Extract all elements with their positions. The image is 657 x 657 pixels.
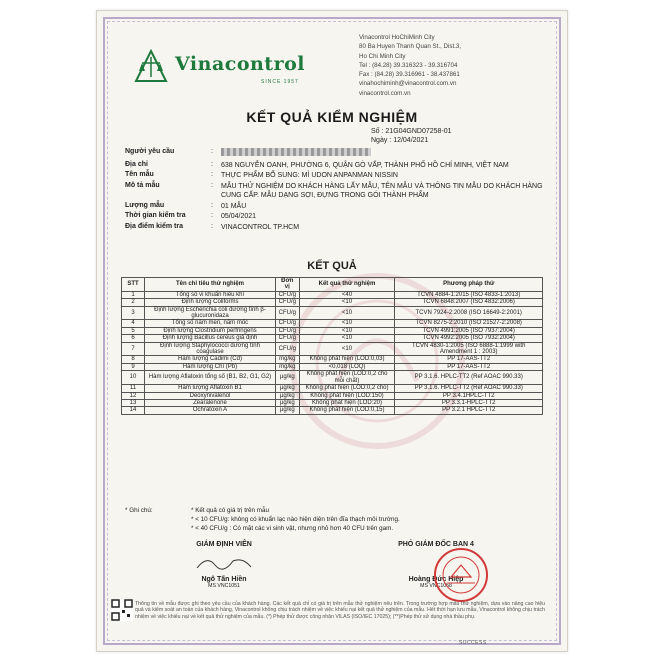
cell-name: Định lượng Coliforms (145, 299, 276, 306)
company-contact (359, 33, 559, 98)
cell-stt: 13 (122, 399, 145, 406)
cell-unit: µg/kg (275, 392, 299, 399)
cell-stt: 9 (122, 363, 145, 370)
results-title: KẾT QUẢ (307, 260, 357, 272)
note-3: * < 40 CFU/g : Có mặt các vi sinh vật, nhưng nhỏ hơn 40 CFU trên gam. (191, 525, 394, 532)
report-number: 21G04GND07258-01 (385, 128, 452, 135)
director-name: Hoàng Đức Hiệp (408, 576, 464, 583)
company-logo (133, 49, 353, 91)
info-row-address: Địa chỉ : 638 NGUYỄN OANH, PHƯỜNG 6, QUẬN GÒ VẤP, THÀNH PHỐ HỒ CHÍ MINH, VIỆT NAM (125, 161, 545, 171)
col-result: Kết quả thử nghiệm (299, 278, 395, 292)
director-title: PHÓ GIÁM ĐỐC BAN 4 (398, 541, 474, 548)
table-row (122, 299, 543, 306)
cell-name: Hàm lượng Aflatoxin B1 (145, 385, 276, 392)
location-value: VINACONTROL TP.HCM (221, 223, 300, 231)
sample-name-label: Tên mẫu (125, 171, 154, 178)
cell-unit: mg/kg (275, 363, 299, 370)
table-row (122, 327, 543, 334)
cell-stt: 10 (122, 371, 145, 385)
cell-method: PP 3.1.6. HPLC-TT2 (Ref AOAC 990.33) (395, 371, 543, 385)
cell-name: Tổng số nấm men, nấm mốc (145, 320, 276, 327)
company-address-1: 80 Ba Huyen Thanh Quan St., Dist.3, (359, 43, 462, 51)
test-date-value: 05/04/2021 (221, 213, 257, 220)
notes (125, 506, 400, 533)
table-row (122, 363, 543, 370)
cell-method: PP 3.2.1 HPLC-TT2 (395, 407, 543, 414)
table-row (122, 291, 543, 298)
quantity-value: 01 MẪU (221, 202, 247, 210)
cell-stt: 3 (122, 306, 145, 320)
report-meta: Số : 21G04GND07258-01 Ngày : 12/04/2021 (371, 128, 452, 144)
cell-stt: 6 (122, 335, 145, 342)
cell-unit: CFU/g (275, 320, 299, 327)
cell-name: Định lượng Staphylococci dương tính coagulase (145, 342, 276, 356)
table-row (122, 385, 543, 392)
quantity-label: Lượng mẫu (125, 201, 165, 209)
col-unit: Đơn vị (275, 278, 299, 292)
cell-result: Không phát hiện (LOD:0,15) (299, 407, 395, 414)
col-stt: STT (122, 278, 145, 292)
cell-stt: 4 (122, 320, 145, 327)
table-row (122, 335, 543, 342)
info-row-description: Mô tả mẫu : MẪU THỬ NGHIỆM DO KHÁCH HÀNG LẤY MẪU, TÊN MẪU VÀ THÔNG TIN MẪU DO KHÁCH HÀNG CUNG CẤP. MẪU DẠNG SỢI, ĐỰNG TRONG GÓI THÀNH PHẨM (125, 182, 545, 201)
test-date-label: Thời gian kiểm tra (125, 212, 186, 219)
cell-method: TCVN 4830-1:2005 (ISO 6888-1:1999 with Amendment 1 : 2003) (395, 342, 543, 356)
scale-icon (133, 49, 169, 85)
table-row (122, 356, 543, 363)
table-row (122, 399, 543, 406)
cell-result: <40 (299, 291, 395, 298)
report-date-label: Ngày (371, 137, 388, 144)
info-row-test-date: Thời gian kiểm tra : 05/04/2021 (125, 212, 545, 222)
results-header-row (122, 278, 543, 292)
cell-method: TCVN 7924-2:2008 (ISO 16649-2:2001) (395, 306, 543, 320)
cell-unit: CFU/g (275, 291, 299, 298)
cell-stt: 5 (122, 327, 145, 334)
inspector-signature-icon (195, 553, 255, 573)
info-row-requester: Người yêu cầu : (125, 148, 545, 160)
report-sheet (96, 10, 568, 652)
redacted-requester (221, 148, 371, 156)
cell-name: Hàm lượng Cadimi (Cd) (145, 356, 276, 363)
cell-method: TCVN 4884-1:2015 (ISO 4833-1:2013) (395, 291, 543, 298)
report-number-label: Số (371, 128, 380, 135)
cell-stt: 1 (122, 291, 145, 298)
cell-method: PP 17-AAS-TT2 (395, 356, 543, 363)
cell-result: <10 (299, 342, 395, 356)
cell-name: Định lượng Escherichia coli dương tính β-glucuronidaza (145, 306, 276, 320)
table-row (122, 407, 543, 414)
cell-result: <0,018 (LOQ) (299, 363, 395, 370)
cell-result: <10 (299, 335, 395, 342)
cell-unit: µg/kg (275, 407, 299, 414)
cell-name: Ochratoxin A (145, 407, 276, 414)
cell-unit: CFU/g (275, 299, 299, 306)
cell-unit: µg/kg (275, 371, 299, 385)
cell-name: Hàm lượng Chì (Pb) (145, 363, 276, 370)
cell-stt: 11 (122, 385, 145, 392)
brand-since: SINCE 1957 (261, 79, 299, 85)
footer-vilas: SUCCESS (459, 640, 487, 646)
cell-unit: CFU/g (275, 306, 299, 320)
inspector-ms: MS VNC1051 (208, 583, 240, 589)
cell-unit: µg/kg (275, 385, 299, 392)
cell-method: TCVN 4991:2005 (ISO 7937:2004) (395, 327, 543, 334)
sample-name-value: THỰC PHẨM BỔ SUNG: MÌ UDON ANPANMAN NISSIN (221, 172, 398, 179)
cell-result: <10 (299, 299, 395, 306)
cell-unit: CFU/g (275, 335, 299, 342)
info-row-sample-name: Tên mẫu : THỰC PHẨM BỔ SUNG: MÌ UDON ANPANMAN NISSIN (125, 171, 545, 181)
cell-name: Tổng số vi khuẩn hiếu khí (145, 291, 276, 298)
table-row (122, 342, 543, 356)
cell-name: Định lượng Clostridium perfringens (145, 327, 276, 334)
cell-method: PP 3.1.6. HPLC-TT2 (Ref AOAC 990.33) (395, 385, 543, 392)
cell-stt: 12 (122, 392, 145, 399)
company-tel: Tel : (84.28) 39.316323 - 39.316704 (359, 61, 458, 69)
cell-unit: mg/kg (275, 356, 299, 363)
inspector-signature-block (159, 541, 289, 589)
company-name: Vinacontrol HoChiMinh City (359, 34, 435, 41)
cell-name: Zearalenone (145, 399, 276, 406)
cell-stt: 2 (122, 299, 145, 306)
address-value: 638 NGUYỄN OANH, PHƯỜNG 6, QUẬN GÒ VẤP, THÀNH PHỐ HỒ CHÍ MINH, VIỆT NAM (221, 161, 509, 169)
table-row (122, 320, 543, 327)
cell-method: PP 3.3.1-HPLC-TT2 (395, 399, 543, 406)
cell-stt: 7 (122, 342, 145, 356)
cell-result: Không phát hiện (LOD:0,2 cho) (299, 385, 395, 392)
cell-result: Không phát hiện (LOD:150) (299, 392, 395, 399)
cell-method: PP 3.4.1HPLC-TT2 (395, 392, 543, 399)
col-method: Phương pháp thử (395, 278, 543, 292)
table-row (122, 306, 543, 320)
cell-method: TCVN 8275-2:2010 (ISO 21527-2:2008) (395, 320, 543, 327)
table-row (122, 371, 543, 385)
cell-name: Deoxynivalenol (145, 392, 276, 399)
results-table (121, 277, 543, 415)
note-1: * Kết quả có giá trị trên mẫu (191, 507, 270, 514)
cell-result: Không phát hiện (LOD:0,03) (299, 356, 395, 363)
official-stamp-icon (433, 547, 489, 603)
info-row-location: Địa điểm kiểm tra : VINACONTROL TP.HCM (125, 223, 545, 233)
company-fax: Fax : (84.28) 39.316961 - 38.437861 (359, 71, 460, 79)
location-label: Địa điểm kiểm tra (125, 222, 183, 230)
report-title: KẾT QUẢ KIỂM NGHIỆM (246, 109, 418, 125)
results-body (122, 291, 543, 414)
inspector-name: Ngô Tấn Hiền (201, 576, 247, 583)
cell-result: <10 (299, 327, 395, 334)
cell-method: TCVN 4992:2005 (ISO 7932:2004) (395, 335, 543, 342)
cell-unit: CFU/g (275, 327, 299, 334)
report-date: 12/04/2021 (393, 137, 429, 144)
notes-label: * Ghi chú: (125, 507, 153, 514)
brand-name: Vinacontrol (175, 53, 305, 75)
col-name: Tên chỉ tiêu thử nghiệm (145, 278, 276, 292)
cell-method: PP 17-AAS-TT2 (395, 363, 543, 370)
cell-result: <10 (299, 306, 395, 320)
note-2: * < 10 CFU/g: không có khuẩn lạc nào hiện diện trên đĩa thạch môi trường. (191, 516, 400, 523)
cell-stt: 14 (122, 407, 145, 414)
company-web: vinacontrol.com.vn (359, 89, 411, 97)
table-row (122, 392, 543, 399)
sample-info (125, 148, 545, 233)
cell-unit: CFU/g (275, 342, 299, 356)
footer-disclaimer: Thông tin về mẫu được ghi theo yêu cầu của khách hàng. Các kết quả chỉ có giá trị trên mẫu thử nghiệm nêu trên. Trong trường hợp mẫu thử nghiệm, dựa vào nâng cao hiệu quả và kiểm soát an toàn của khách hàng, Vinacontrol không chịu trách nhiệm về việc khiếu nại kết quả thử nghiệm của mẫu. Hết thời hạn lưu mẫu, Vinacontrol không chịu trách nhiệm về việc khiếu nại về kết quả thử nghiệm của mẫu. (*) Phép thử được công nhận VILAS (ISO/IEC 17025); (**)Phép thử sử dụng nhà thầu phụ. (135, 601, 545, 620)
cell-name: Định lượng Bacillus cereus giả định (145, 335, 276, 342)
description-label: Mô tả mẫu (125, 181, 160, 189)
cell-stt: 8 (122, 356, 145, 363)
company-address-2: Ho Chi Minh City (359, 52, 406, 60)
cell-method: TCVN 6848:2007 (ISO 4832:2006) (395, 299, 543, 306)
cell-result: <10 (299, 320, 395, 327)
company-email: vinahochiminh@vinacontrol.com.vn (359, 80, 457, 88)
cell-result: Không phát hiện (LOD:20) (299, 399, 395, 406)
inspector-title: GIÁM ĐỊNH VIÊN (196, 541, 252, 548)
director-ms: MS VNC1058 (420, 583, 452, 589)
cell-result: Không phát hiện (LOD:0,2 cho mỗi chất) (299, 371, 395, 385)
cell-name: Hàm lượng Aflatoxin tổng số (B1, B2, G1, G2) (145, 371, 276, 385)
description-value: MẪU THỬ NGHIỆM DO KHÁCH HÀNG LẤY MẪU, TÊN MẪU VÀ THÔNG TIN MẪU DO KHÁCH HÀNG CUNG CẤP. MẪU DẠNG SỢI, ĐỰNG TRONG GÓI THÀNH PHẨM (221, 182, 543, 199)
cell-unit: µg/kg (275, 399, 299, 406)
qr-code-icon (111, 599, 133, 621)
info-row-quantity: Lượng mẫu : 01 MẪU (125, 202, 545, 212)
requester-label: Người yêu cầu (125, 148, 175, 155)
address-label: Địa chỉ (125, 160, 148, 168)
